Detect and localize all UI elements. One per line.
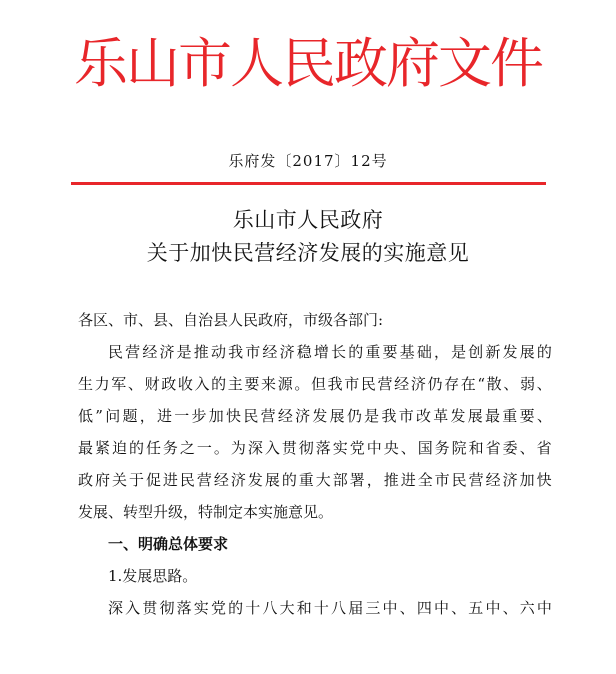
paragraph-line bbox=[78, 496, 552, 528]
subsection-heading-line bbox=[78, 560, 552, 592]
paragraph-text: 发展、转型升级，特制定本实施意见。 bbox=[78, 503, 334, 521]
paragraph-line bbox=[78, 464, 552, 496]
paragraph-line bbox=[78, 432, 552, 464]
paragraph-line bbox=[78, 336, 552, 368]
paragraph-text: 低 ” 问 题 ， 进 一 步 加 快 民 营 经 济 发 展 仍 是 我 市 改 革 发 展 最 重 要 、 bbox=[78, 407, 552, 425]
paragraph-text: 深 入 贯 彻 落 实 党 的 十 八 大 和 十 八 届 三 中 、 四 中 、 五 中 、 六 中 bbox=[108, 599, 552, 617]
salutation-text: 各区、市、县、自治县人民政府，市级各部门: bbox=[78, 311, 384, 329]
paragraph-text: 政 府 关 于 促 进 民 营 经 济 发 展 的 重 大 部 署 ， 推 进 全 市 民 营 经 济 加 快 bbox=[78, 471, 552, 489]
document-title-issuer: 乐山市人民政府 bbox=[232, 208, 384, 232]
paragraph-text: 最 紧 迫 的 任 务 之 一 。 为 深 入 贯 彻 落 实 党 中 央 、 国 务 院 和 省 委 、 省 bbox=[78, 439, 552, 457]
paragraph-line bbox=[78, 368, 552, 400]
section-heading: 一、明确总体要求 bbox=[108, 535, 229, 553]
document-body bbox=[78, 304, 552, 624]
paragraph-text: 民 营 经 济 是 推 动 我 市 经 济 稳 增 长 的 重 要 基 础 ， 是 创 新 发 展 的 bbox=[108, 343, 552, 361]
masthead-title: 乐山市人民政府文件 bbox=[74, 32, 542, 95]
paragraph-line bbox=[78, 592, 552, 624]
document-number: 乐府发〔2017〕12号 bbox=[228, 152, 388, 170]
section-heading-line bbox=[78, 528, 552, 560]
red-divider-rule bbox=[71, 182, 546, 185]
subsection-heading: 1.发展思路。 bbox=[108, 567, 198, 585]
paragraph-text: 生 力 军 、 财 政 收 入 的 主 要 来 源 。 但 我 市 民 营 经 济 仍 存 在 “ 散 、 弱 、 bbox=[78, 375, 552, 393]
salutation-line bbox=[78, 304, 552, 336]
paragraph-line bbox=[78, 400, 552, 432]
document-title-subject: 关于加快民营经济发展的实施意见 bbox=[146, 241, 470, 265]
